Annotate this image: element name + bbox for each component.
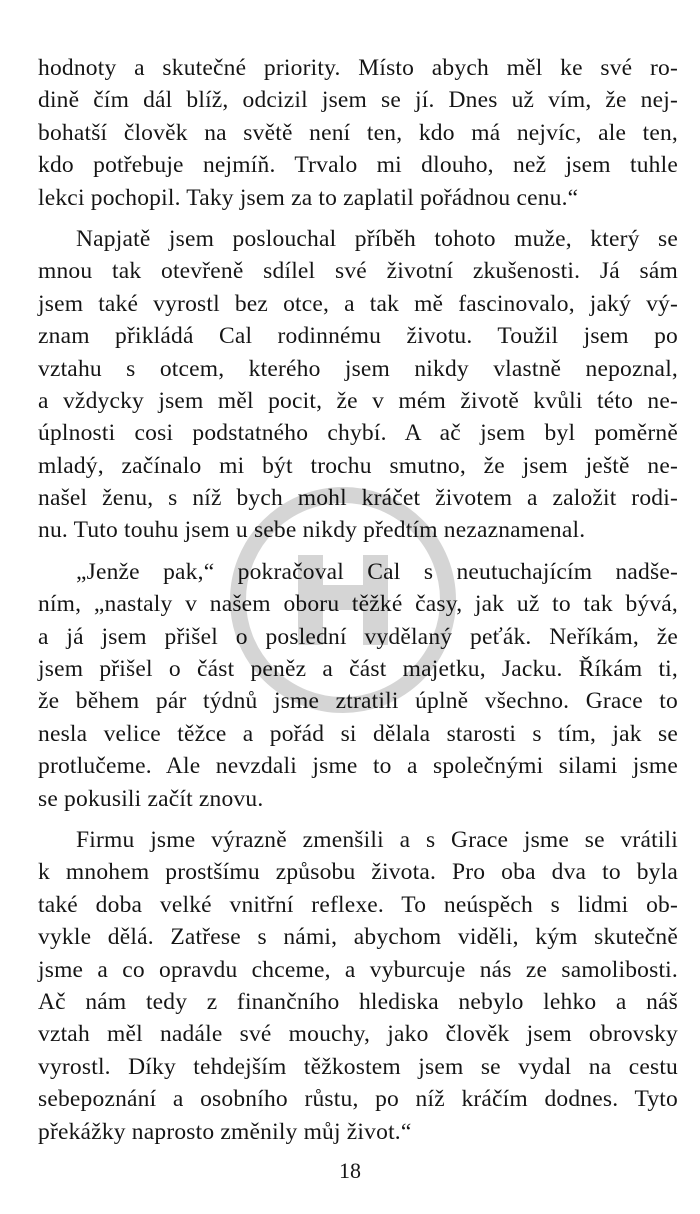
paragraph-gap: [38, 214, 678, 223]
paragraph: [38, 824, 678, 1148]
text-line: překážky naprosto změnily můj život.“: [38, 1118, 412, 1145]
text-line: sebepoznání a osobního růstu, po níž kráčím dodnes. Tyto: [38, 1086, 678, 1113]
text-line: jsme a co opravdu chceme, a vyburcuje nás ze samolibosti.: [38, 956, 678, 983]
paragraph: [38, 52, 678, 214]
paragraph: [38, 223, 678, 547]
text-line: „Jenže pak,“ pokračoval Cal s neutuchajícím nadše-: [76, 558, 678, 585]
text-line: ním, „nastaly v našem oboru těžké časy, jak už to tak bývá,: [38, 591, 678, 618]
text-line: také doba velké vnitřní reflexe. To neúspěch s lidmi ob-: [38, 891, 678, 918]
paragraph: [38, 556, 678, 815]
text-line: mladý, začínalo mi být trochu smutno, že jsem ještě ne-: [38, 452, 678, 479]
text-line: a já jsem přišel o poslední vydělaný peťák. Neříkám, že: [38, 623, 678, 650]
text-line: Napjatě jsem poslouchal příběh tohoto muže, který se: [76, 225, 678, 252]
text-line: kdo potřebuje nejmíň. Trvalo mi dlouho, než jsem tuhle: [38, 152, 678, 179]
text-line: jsem přišel o část peněz a část majetku, Jacku. Říkám ti,: [38, 656, 678, 683]
paragraph-gap: [38, 547, 678, 556]
text-line: našel ženu, s níž bych mohl kráčet životem a založit rodi-: [38, 485, 678, 512]
paragraph-gap: [38, 815, 678, 824]
text-line: vztahu s otcem, kterého jsem nikdy vlastně nepoznal,: [38, 355, 678, 382]
text-line: znam přikládá Cal rodinnému životu. Toužil jsem po: [38, 323, 678, 350]
text-line: nu. Tuto touhu jsem u sebe nikdy předtím nezaznamenal.: [38, 517, 586, 544]
text-line: a vždycky jsem měl pocit, že v mém životě kvůli této ne-: [38, 387, 678, 414]
text-line: se pokusili začít znovu.: [38, 785, 264, 812]
text-line: že během pár týdnů jsme ztratili úplně všechno. Grace to: [38, 688, 678, 715]
text-line: mnou tak otevřeně sdílel své životní zkušenosti. Já sám: [38, 258, 678, 285]
text-line: dině čím dál blíž, odcizil jsem se jí. Dnes už vím, že nej-: [38, 87, 678, 114]
text-line: vykle dělá. Zatřese s námi, abychom viděli, kým skutečně: [38, 924, 678, 951]
text-line: Firmu jsme výrazně zmenšili a s Grace jsme se vrátili: [76, 826, 678, 853]
text-line: hodnoty a skutečné priority. Místo abych měl ke své ro-: [38, 55, 678, 81]
text-line: úplnosti cosi podstatného chybí. A ač jsem byl poměrně: [38, 420, 678, 447]
text-line: Ač nám tedy z finančního hlediska nebylo lehko a náš: [38, 988, 678, 1015]
text-line: bohatší člověk na světě není ten, kdo má nejvíc, ale ten,: [38, 119, 678, 146]
body-text: [38, 52, 678, 1148]
text-line: jsem také vyrostl bez otce, a tak mě fascinovalo, jaký vý-: [38, 290, 678, 317]
text-line: vztah měl nadále své mouchy, jako člověk jsem obrovsky: [38, 1021, 678, 1048]
text-line: lekci pochopil. Taky jsem za to zaplatil pořádnou cenu.“: [38, 184, 579, 211]
text-line: protlučeme. Ale nevzdali jsme to a společnými silami jsme: [38, 753, 678, 780]
text-line: nesla velice těžce a pořád si dělala starosti s tím, jak se: [38, 720, 678, 747]
page-number: 18: [339, 1158, 361, 1183]
text-line: k mnohem prostšímu způsobu života. Pro oba dva to byla: [38, 859, 678, 886]
text-line: vyrostl. Díky tehdejším těžkostem jsem se vydal na cestu: [38, 1053, 678, 1080]
